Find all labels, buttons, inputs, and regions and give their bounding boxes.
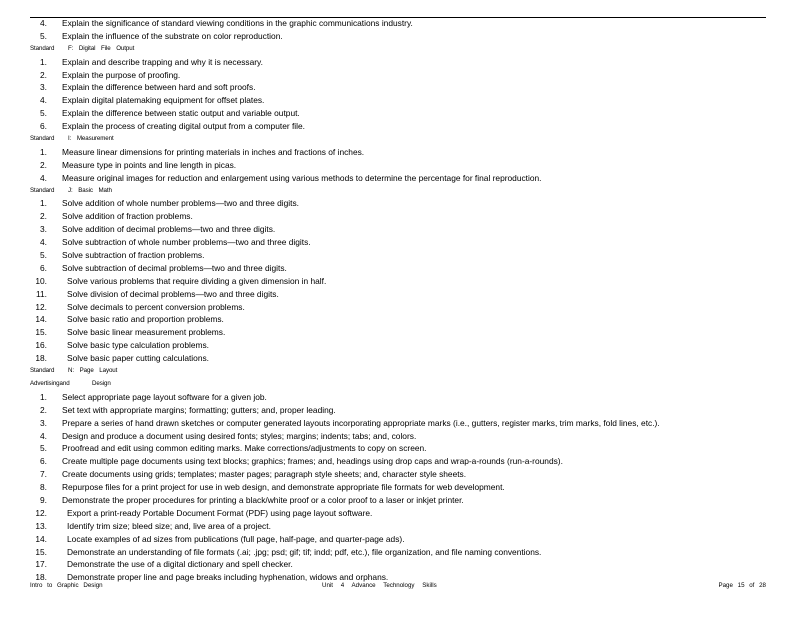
standard-title: I: Measurement — [68, 135, 114, 143]
objective-text: Prepare a series of hand drawn sketches or computer generated layouts incorporating appropriate marks (i.e., gutters, register marks, trim marks, fold lines, etc.). — [62, 417, 660, 428]
objective-number: 8. — [40, 482, 47, 493]
objective-text: Solve basic paper cutting calculations. — [67, 353, 209, 364]
objective-item — [30, 81, 770, 94]
objective-text: Explain the influence of the substrate on color reproduction. — [62, 30, 283, 41]
objective-item — [30, 288, 770, 301]
standard-heading — [30, 43, 770, 56]
objective-text: Demonstrate proper line and page breaks including hyphenation, widows and orphans. — [67, 572, 389, 583]
objective-item — [30, 172, 770, 185]
objective-item — [30, 146, 770, 159]
objective-item — [30, 69, 770, 82]
objective-item — [30, 56, 770, 69]
objective-number: 14. — [35, 533, 47, 544]
objective-number: 3. — [40, 224, 47, 235]
objective-number: 6. — [40, 456, 47, 467]
objective-number: 1. — [40, 391, 47, 402]
objective-number: 18. — [35, 572, 47, 583]
objective-text: Solve addition of fraction problems. — [62, 211, 193, 222]
objective-item — [30, 417, 770, 430]
objective-text: Demonstrate the proper procedures for printing a black/white proof or a color proof to a laser or inkjet printer. — [62, 494, 464, 505]
standard-label: Standard — [30, 44, 55, 52]
standard-heading — [30, 365, 770, 378]
objective-text: Demonstrate an understanding of file formats (.ai; .jpg; psd; gif; tif; indd; pdf, etc.), file organization, and file naming conventions. — [67, 546, 542, 557]
objective-item — [30, 391, 770, 404]
objective-item — [30, 481, 770, 494]
objective-number: 2. — [40, 211, 47, 222]
objective-number: 18. — [35, 353, 47, 364]
objective-item — [30, 210, 770, 223]
objective-item — [30, 120, 770, 133]
objective-text: Measure original images for reduction and enlargement using various methods to determine the percentage for final reproduction. — [62, 172, 542, 183]
objective-item — [30, 507, 770, 520]
objective-text: Solve subtraction of whole number problems—two and three digits. — [62, 237, 311, 248]
objective-item — [30, 326, 770, 339]
objective-number: 4. — [40, 172, 47, 183]
objective-item — [30, 30, 770, 43]
objective-text: Measure linear dimensions for printing materials in inches and fractions of inches. — [62, 146, 365, 157]
objective-item — [30, 430, 770, 443]
objective-text: Solve basic ratio and proportion problems. — [67, 314, 224, 325]
objective-text: Export a print-ready Portable Document Format (PDF) using page layout software. — [67, 507, 373, 518]
footer-unit-title: Unit 4 Advance Technology Skills — [322, 582, 437, 589]
objective-text: Explain the purpose of proofing. — [62, 69, 181, 80]
objective-number: 12. — [35, 301, 47, 312]
objective-number: 6. — [40, 121, 47, 132]
objective-text: Explain digital platemaking equipment for offset plates. — [62, 95, 265, 106]
objective-item — [30, 275, 770, 288]
standard-title: N: Page Layout — [68, 367, 118, 375]
objective-number: 12. — [35, 507, 47, 518]
objective-number: 15. — [35, 546, 47, 557]
objective-number: 2. — [40, 404, 47, 415]
objective-number: 15. — [35, 327, 47, 338]
objective-text: Solve addition of whole number problems—two and three digits. — [62, 198, 299, 209]
standard-title: Design — [92, 379, 111, 387]
objective-item — [30, 262, 770, 275]
objective-number: 11. — [35, 288, 47, 299]
objective-item — [30, 197, 770, 210]
objective-number: 5. — [40, 30, 47, 41]
objective-text: Locate examples of ad sizes from publications (full page, half-page, and quarter-page ads). — [67, 533, 405, 544]
standard-label: Standard — [30, 367, 55, 375]
objective-number: 5. — [40, 250, 47, 261]
objective-text: Set text with appropriate margins; formatting; gutters; and, proper leading. — [62, 404, 336, 415]
objective-number: 4. — [40, 237, 47, 248]
objective-item — [30, 301, 770, 314]
objective-item — [30, 468, 770, 481]
objective-number: 9. — [40, 494, 47, 505]
objective-number: 3. — [40, 82, 47, 93]
objective-number: 2. — [40, 159, 47, 170]
footer-page-number: Page 15 of 28 — [718, 582, 766, 589]
objective-number: 14. — [35, 314, 47, 325]
objective-number: 2. — [40, 69, 47, 80]
objective-number: 17. — [35, 559, 47, 570]
objective-number: 6. — [40, 262, 47, 273]
objective-text: Solve basic linear measurement problems. — [67, 327, 226, 338]
objective-item — [30, 404, 770, 417]
objective-item — [30, 546, 770, 559]
objective-text: Explain the process of creating digital output from a computer file. — [62, 121, 306, 132]
objective-text: Solve basic type calculation problems. — [67, 340, 209, 351]
objective-number: 10. — [35, 275, 47, 286]
objective-item — [30, 159, 770, 172]
objective-text: Design and produce a document using desired fonts; styles; margins; indents; tabs; and, colors. — [62, 430, 417, 441]
objective-text: Identify trim size; bleed size; and, live area of a project. — [67, 520, 271, 531]
objective-number: 4. — [40, 18, 47, 28]
objective-number: 4. — [40, 430, 47, 441]
objective-text: Explain and describe trapping and why it is necessary. — [62, 56, 263, 67]
objective-item — [30, 455, 770, 468]
footer-course-title: Intro to Graphic Design — [30, 582, 103, 589]
objective-item — [30, 520, 770, 533]
objective-item — [30, 442, 770, 455]
objective-text: Solve various problems that require dividing a given dimension in half. — [67, 275, 327, 286]
objective-number: 4. — [40, 95, 47, 106]
objective-text: Solve addition of decimal problems—two and three digits. — [62, 224, 276, 235]
objective-item — [30, 533, 770, 546]
objective-text: Solve decimals to percent conversion problems. — [67, 301, 245, 312]
standard-title: F: Digital File Output — [68, 44, 135, 52]
objective-item — [30, 107, 770, 120]
objective-number: 16. — [35, 340, 47, 351]
objective-text: Solve subtraction of decimal problems—two and three digits. — [62, 262, 287, 273]
objective-item — [30, 313, 770, 326]
document-body — [30, 17, 770, 584]
standard-label: Advertisingand — [30, 379, 70, 387]
objective-item — [30, 17, 770, 30]
objective-text: Explain the significance of standard viewing conditions in the graphic communications industry. — [62, 18, 413, 28]
objective-item — [30, 249, 770, 262]
objective-number: 5. — [40, 443, 47, 454]
standard-heading — [30, 133, 770, 146]
objective-text: Demonstrate the use of a digital dictionary and spell checker. — [67, 559, 293, 570]
objective-text: Solve division of decimal problems—two and three digits. — [67, 288, 279, 299]
objective-text: Create documents using grids; templates; master pages; paragraph style sheets; and, character style sheets. — [62, 469, 467, 480]
page-footer — [30, 580, 766, 592]
standard-title: J: Basic Math — [68, 186, 112, 194]
objective-item — [30, 339, 770, 352]
objective-item — [30, 94, 770, 107]
standard-heading — [30, 378, 770, 391]
objective-text: Proofread and edit using common editing marks. Make corrections/adjustments to copy on screen. — [62, 443, 427, 454]
objective-text: Explain the difference between hard and soft proofs. — [62, 82, 256, 93]
standard-label: Standard — [30, 186, 55, 194]
objective-item — [30, 223, 770, 236]
standard-label: Standard — [30, 135, 55, 143]
objective-number: 13. — [35, 520, 47, 531]
objective-item — [30, 236, 770, 249]
objective-number: 3. — [40, 417, 47, 428]
objective-item — [30, 352, 770, 365]
objective-number: 7. — [40, 469, 47, 480]
objective-text: Explain the difference between static output and variable output. — [62, 108, 300, 119]
objective-number: 1. — [40, 146, 47, 157]
objective-number: 1. — [40, 56, 47, 67]
objective-text: Measure type in points and line length in picas. — [62, 159, 237, 170]
objective-item — [30, 558, 770, 571]
objective-number: 1. — [40, 198, 47, 209]
objective-text: Select appropriate page layout software for a given job. — [62, 391, 267, 402]
objective-text: Solve subtraction of fraction problems. — [62, 250, 205, 261]
objective-text: Create multiple page documents using text blocks; graphics; frames; and, headings using drop caps and wrap-a-rounds (run-a-rounds). — [62, 456, 563, 467]
standard-heading — [30, 185, 770, 198]
objective-text: Repurpose files for a print project for use in web design, and demonstrate appropriate file formats for web development. — [62, 482, 505, 493]
objective-item — [30, 494, 770, 507]
objective-number: 5. — [40, 108, 47, 119]
